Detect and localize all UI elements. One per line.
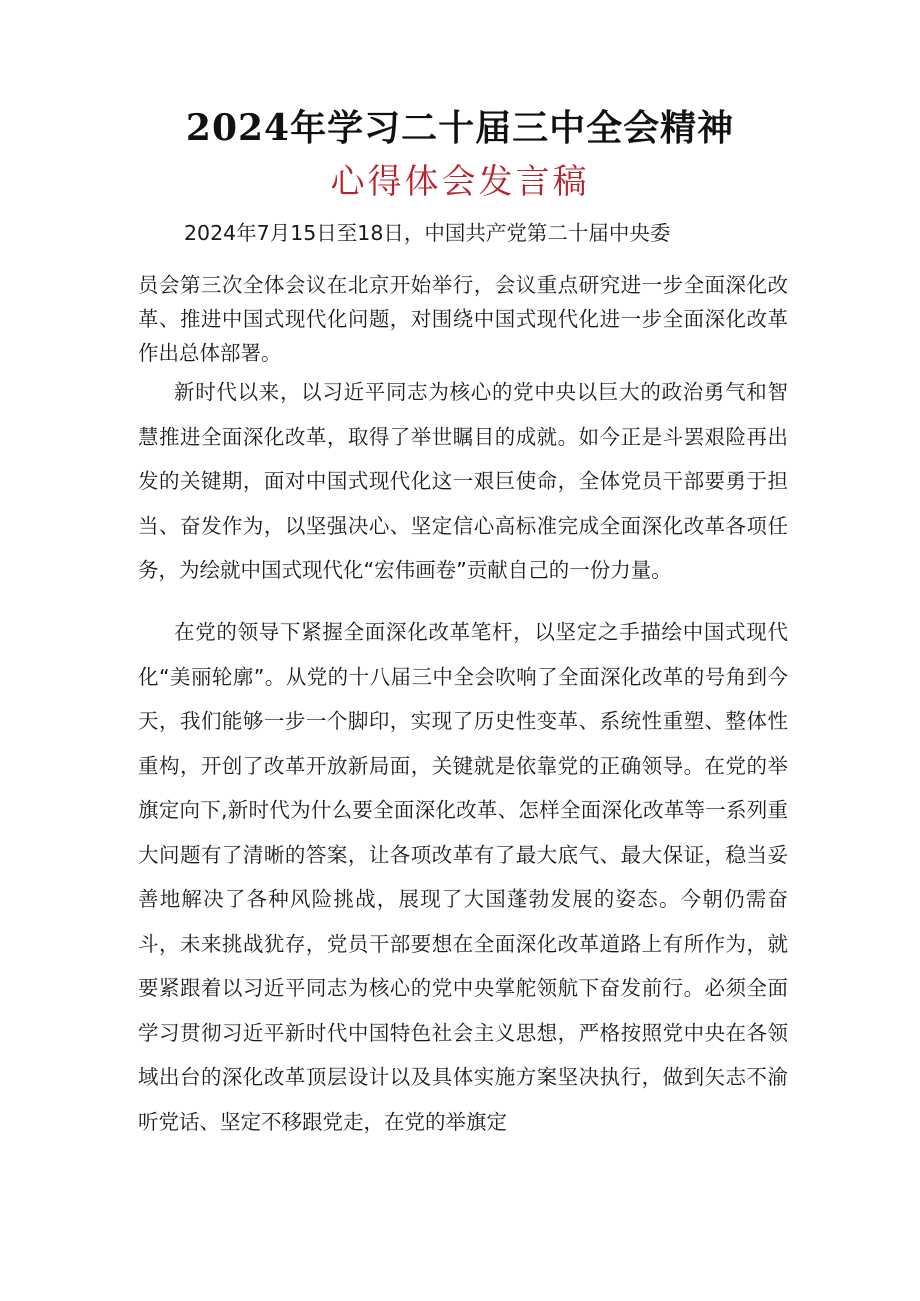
body-paragraph-3: 在党的领导下紧握全面深化改革笔杆，以坚定之手描绘中国式现代化“美丽轮廓”。从党的十八届三中全会吹响了全面深化改革的号角到今天，我们能够一步一个脚印，实现了历史性变革、系统性重塑、整体性重构，开创了改革开放新局面，关键就是依靠党的正确领导。在党的举旗定向下,新时代为什么要全面深化改革、怎样全面深化改革等一系列重大问题有了清晰的答案，让各项改革有了最大底气、最大保证，稳当妥善地解决了各种风险挑战，展现了大国蓬勃发展的姿态。今朝仍需奋斗，未来挑战犹存，党员干部要想在全面深化改革道路上有所作为，就要紧跟着以习近平同志为核心的党中央掌舵领航下奋发前行。必须全面学习贯彻习近平新时代中国特色社会主义思想，严格按照党中央在各领域出台的深化改革顶层设计以及具体实施方案坚决执行，做到矢志不渝听党话、坚定不移跟党走，在党的举旗定: [138, 620, 788, 1134]
body-paragraph-2: 新时代以来，以习近平同志为核心的党中央以巨大的政治勇气和智慧推进全面深化改革，取得了举世瞩目的成就。如今正是斗罢艰险再出发的关键期，面对中国式现代化这一艰巨使命，全体党员干部要勇于担当、奋发作为，以坚强决心、坚定信心高标准完成全面深化改革各项任务，为绘就中国式现代化“宏伟画卷”贡献自己的一份力量。: [138, 380, 788, 582]
document-subtitle: 心得体会发言稿: [330, 162, 590, 202]
intro-paragraph-continuation: 员会第三次全体会议在北京开始举行，会议重点研究进一步全面深化改革、推进中国式现代化问题，对围绕中国式现代化进一步全面深化改革作出总体部署。: [138, 273, 788, 365]
intro-paragraph-first-line: 2024年7月15日至18日，中国共产党第二十届中央委: [184, 221, 671, 245]
document-title: 2024年学习二十届三中全会精神: [185, 107, 735, 149]
